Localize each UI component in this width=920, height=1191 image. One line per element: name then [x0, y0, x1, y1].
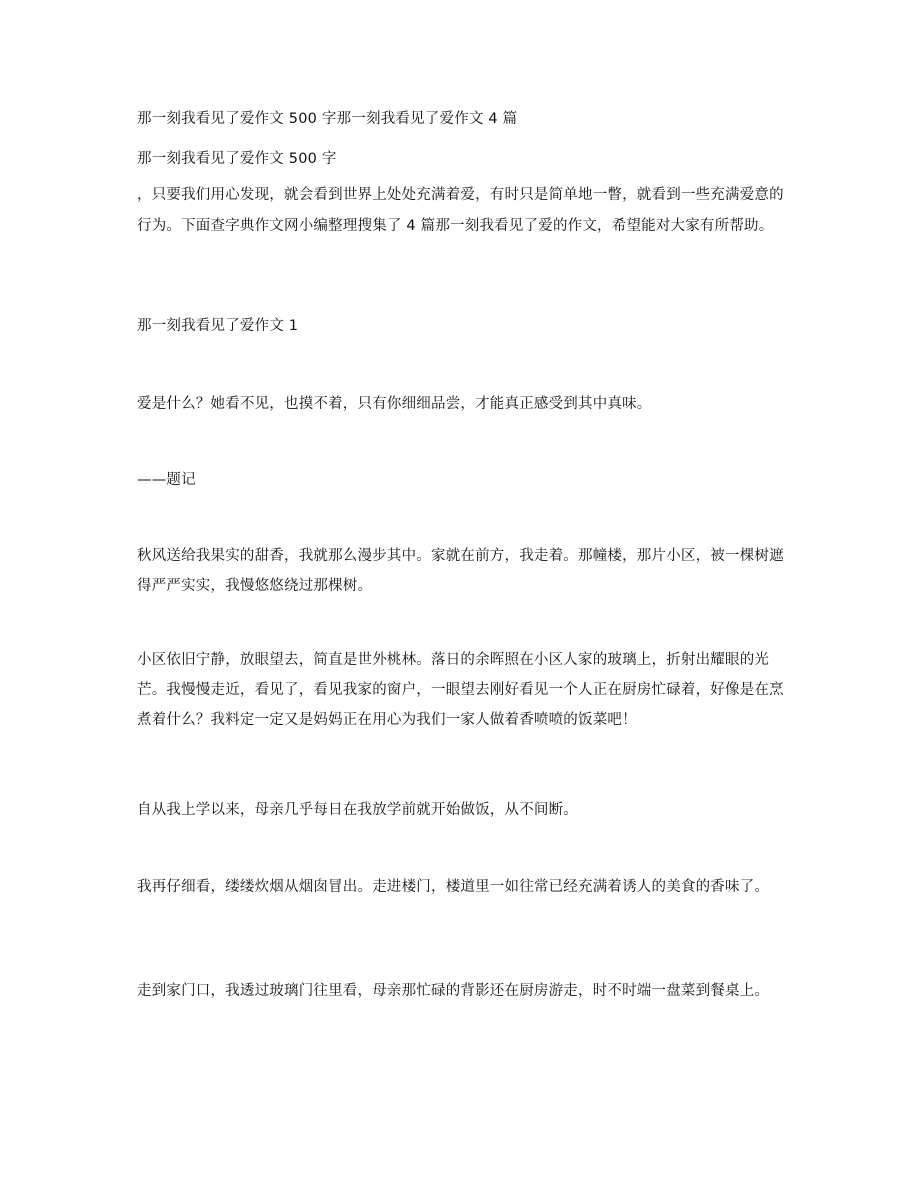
epigraph-signature: ——题记: [137, 472, 196, 488]
document-title: 那一刻我看见了爱作文 500 字那一刻我看见了爱作文 4 篇: [137, 111, 518, 127]
paragraph: 爱是什么？她看不见，也摸不着，只有你细细品尝，才能真正感受到其中真味。: [137, 396, 652, 412]
paragraph: 走到家门口，我透过玻璃门往里看，母亲那忙碌的背影还在厨房游走，时不时端一盘菜到餐桌上。: [137, 983, 770, 999]
paragraph: 秋风送给我果实的甜香，我就那么漫步其中。家就在前方，我走着。那幢楼，那片小区，被一棵树遮得严严实实，我慢悠悠绕过那棵树。: [137, 548, 784, 594]
document-subtitle: 那一刻我看见了爱作文 500 字: [137, 151, 337, 167]
paragraph: 自从我上学以来，母亲几乎每日在我放学前就开始做饭，从不间断。: [137, 802, 578, 818]
paragraph: 小区依旧宁静，放眼望去，简直是世外桃林。落日的余晖照在小区人家的玻璃上，折射出耀眼的光芒。我慢慢走近，看见了，看见我家的窗户，一眼望去刚好看见一个人正在厨房忙碌着，好像是在烹煮着什么？我料定一定又是妈妈正在用心为我们一家人做着香喷喷的饭菜吧！: [137, 652, 784, 728]
intro-paragraph: ，只要我们用心发现，就会看到世界上处处充满着爱，有时只是简单地一瞥，就看到一些充满爱意的行为。下面查字典作文网小编整理搜集了 4 篇那一刻我看见了爱的作文，希望能对大家有所帮助。: [137, 187, 784, 234]
paragraph: 我再仔细看，缕缕炊烟从烟囱冒出。走进楼门，楼道里一如往常已经充满着诱人的美食的香味了。: [137, 879, 770, 895]
section-heading: 那一刻我看见了爱作文 1: [137, 318, 299, 334]
